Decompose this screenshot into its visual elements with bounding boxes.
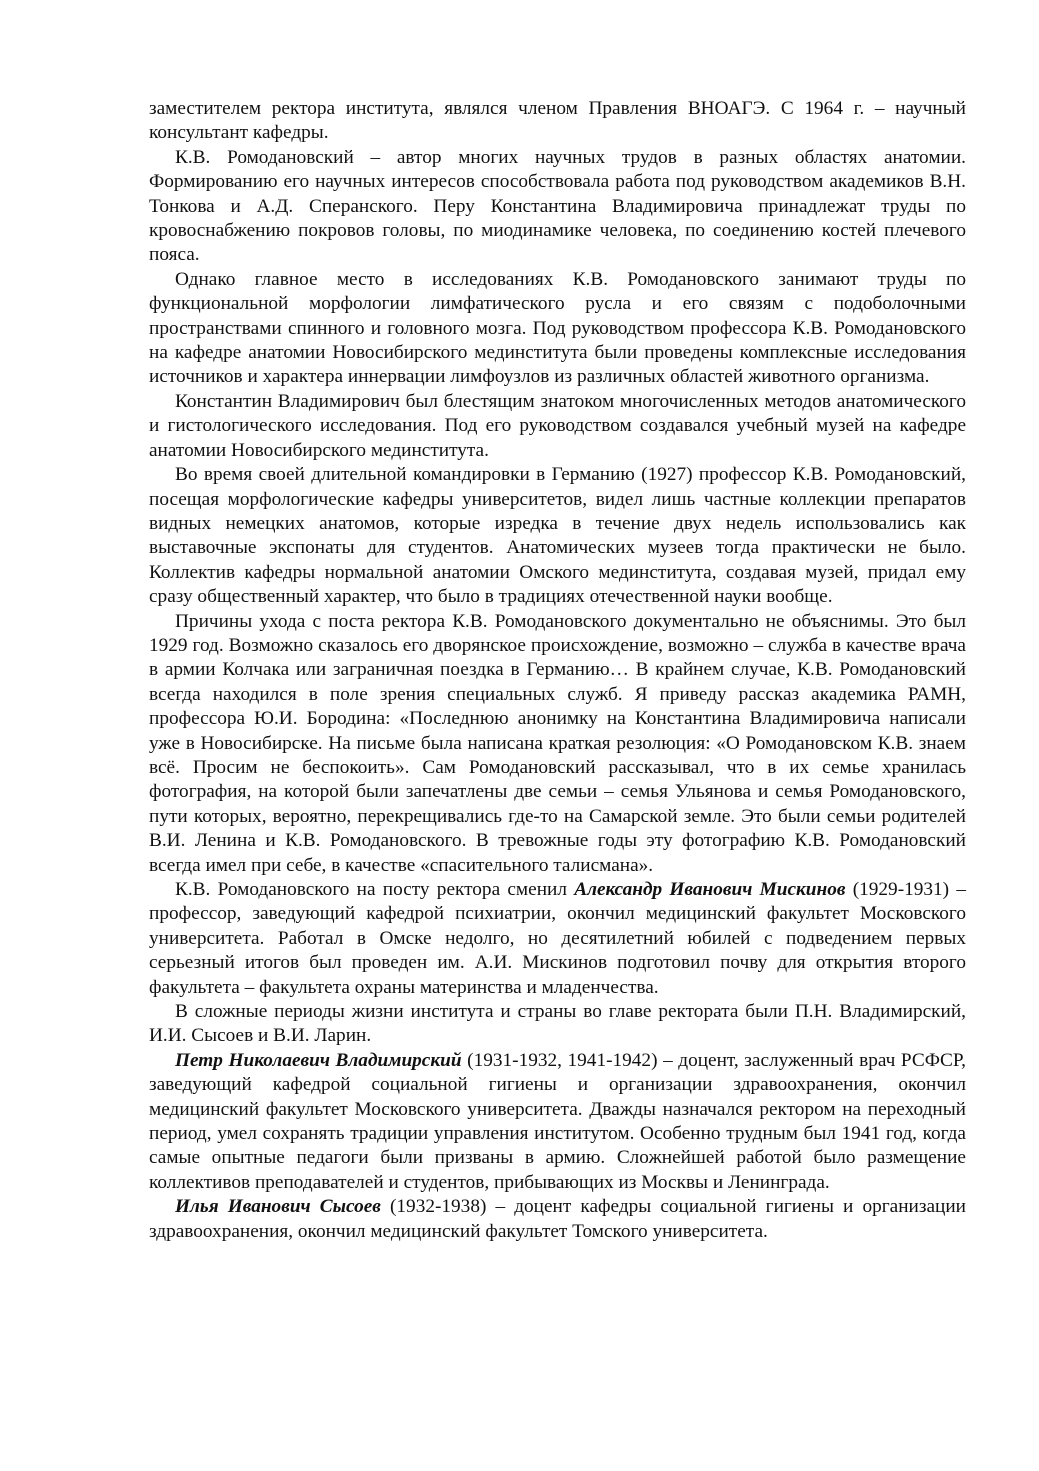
paragraph-text: К.В. Ромодановский – автор многих научных трудов в разных областях анатомии. Формированию его научных интересов способствовала работа под руководством академиков В.Н. Тонкова и А.Д. Сперанского. Перу Константина Владимировича принадлежат труды по кровоснабжению покровов головы, по миодинамике человека, по соединению костей плечевого пояса. [149, 146, 966, 266]
person-name: Александр Иванович Мискинов [574, 879, 846, 900]
paragraph-text: Во время своей длительной командировки в Германию (1927) профессор К.В. Ромодановский, посещая морфологические кафедры университетов, видел лишь частные коллекции препаратов видных немецких анатомов, которые изредка в течение двух недель использовались как выставочные экспонаты для студентов. Анатомических музеев тогда практически не было. Коллектив кафедры нормальной анатомии Омского мединститута, создавая музей, придал ему сразу общественный характер, что было в традициях отечественной науки вообще. [149, 464, 966, 608]
person-name: Илья Иванович Сысоев [175, 1196, 381, 1218]
document-page [149, 97, 966, 1244]
paragraph-text: Константин Владимирович был блестящим знатоком многочисленных методов анатомического и гистологического исследования. Под его руководством создавался учебный музей на кафедре анатомии Новосибирского мединститута. [149, 390, 966, 461]
paragraph-9 [149, 1049, 966, 1195]
paragraph-1 [149, 97, 966, 146]
paragraph-text: (1929-1931) – профессор, заведующий кафедрой психиатрии, окончил медицинский факультет Московского университета. Работал в Омске недолго, но десятилетний юбилей с подведением первых серьезный итогов был проведен им. А.И. Мискинов подготовил почву для открытия второго факультета – факультета охраны материнства и младенчества. [149, 879, 966, 998]
paragraph-text: (1932-1938) – доцент кафедры социальной гигиены и организации здравоохранения, окончил медицинский факультет Томского университета. [149, 1196, 966, 1242]
paragraph-5 [149, 463, 966, 609]
paragraph-2 [149, 146, 966, 268]
paragraph-text: заместителем ректора института, являлся членом Правления ВНОАГЭ. С 1964 г. – научный консультант кафедры. [149, 98, 966, 144]
paragraph-text: Причины ухода с поста ректора К.В. Ромодановского документально не объяснимы. Это был 1929 год. Возможно сказалось его дворянское происхождение, возможно – служба в качестве врача в армии Колчака или заграничная поездка в Германию… В крайнем случае, К.В. Ромодановский всегда находился в поле зрения специальных служб. Я приведу рассказ академика РАМН, профессора Ю.И. Бородина: «Последнюю анонимку на Константина Владимировича написали уже в Новосибирске. На письме была написана краткая резолюция: «О Ромодановском К.В. знаем всё. Просим не беспокоить». Сам Ромодановский рассказывал, что в их семье хранилась фотография, на которой были запечатлены две семьи – семья Ульянова и семья Ромодановского, пути которых, вероятно, перекрещивались где-то на Самарской земле. Это были семьи родителей В.И. Ленина и К.В. Ромодановского. В тревожные годы эту фотографию К.В. Ромодановский всегда имел при себе, в качестве «спасительного талисмана». [149, 610, 966, 876]
paragraph-6 [149, 610, 966, 878]
paragraph-7 [149, 878, 966, 1000]
paragraph-text: К.В. Ромодановского на посту ректора сменил [175, 879, 575, 900]
paragraph-4 [149, 390, 966, 463]
person-name: Петр Николаевич Владимирский [175, 1049, 462, 1071]
paragraph-3 [149, 268, 966, 390]
paragraph-8 [149, 1000, 966, 1049]
paragraph-text: Однако главное место в исследованиях К.В. Ромодановского занимают труды по функциональной морфологии лимфатического русла и его связям с подоболочными пространствами спинного и головного мозга. Под руководством профессора К.В. Ромодановского на кафедре анатомии Новосибирского мединститута были проведены комплексные исследования источников и характера иннервации лимфоузлов из различных областей животного организма. [149, 268, 966, 388]
paragraph-10 [149, 1195, 966, 1244]
paragraph-text: В сложные периоды жизни института и страны во главе ректората были П.Н. Владимирский, И.И. Сысоев и В.И. Ларин. [149, 1001, 966, 1047]
paragraph-text: (1931-1932, 1941-1942) – доцент, заслуженный врач РСФСР, заведующий кафедрой социальной гигиены и организации здравоохранения, окончил медицинский факультет Московского университета. Дважды назначался ректором на переходный период, умел сохранять традиции управления институтом. Особенно трудным был 1941 год, когда самые опытные педагоги были призваны в армию. Сложнейшей работой было размещение коллективов преподавателей и студентов, прибывающих из Москвы и Ленинграда. [149, 1049, 966, 1193]
